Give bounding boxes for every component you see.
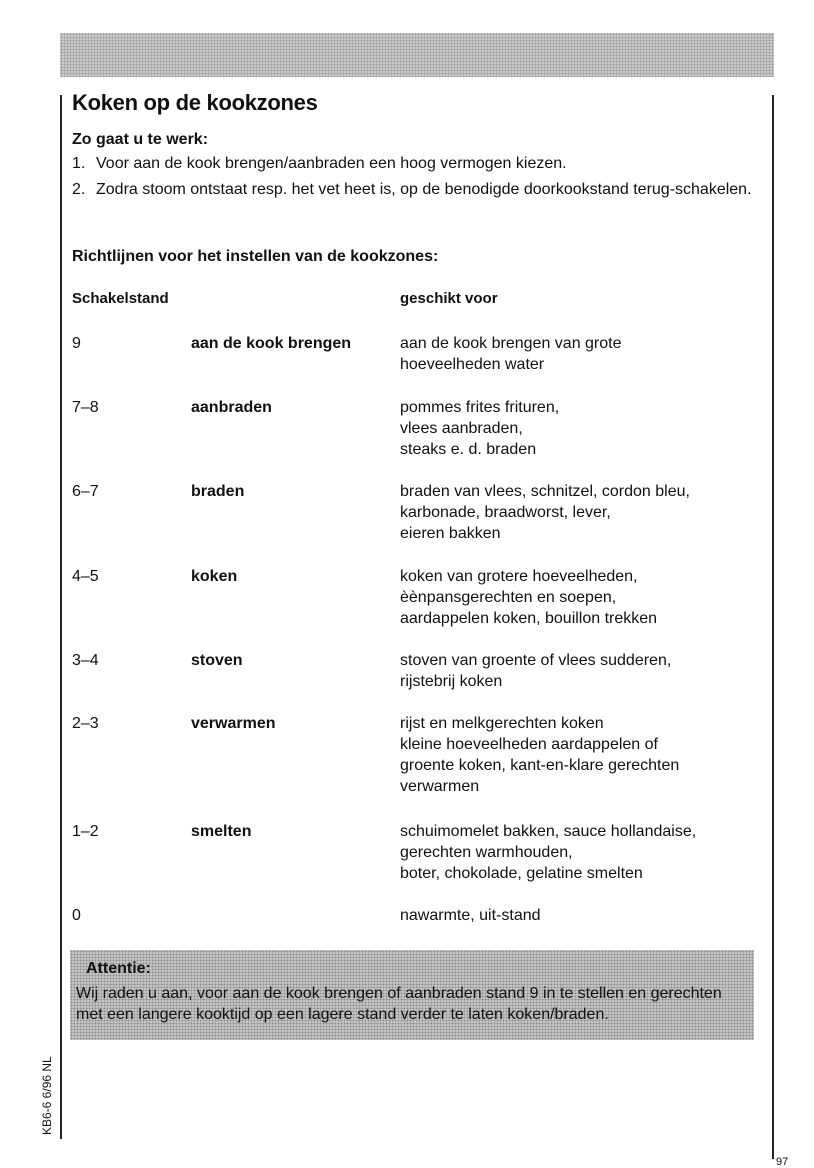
setting-value: 3–4	[72, 652, 99, 669]
setting-description: braden van vlees, schnitzel, cordon bleu, karbonade, braadworst, lever, eieren bakken	[400, 483, 690, 542]
page-number: 97	[776, 1156, 789, 1168]
header-band	[60, 33, 774, 77]
step-number: 2.	[72, 181, 86, 198]
setting-name: verwarmen	[191, 715, 276, 732]
setting-description: stoven van groente of vlees sudderen, rijstebrij koken	[400, 652, 672, 690]
setting-name: koken	[191, 568, 238, 585]
column-header-setting: Schakelstand	[72, 290, 169, 307]
setting-value: 2–3	[72, 715, 99, 732]
guidelines-heading: Richtlijnen voor het instellen van de kookzones:	[72, 248, 439, 265]
setting-description: rijst en melkgerechten koken kleine hoeveelheden aardappelen of groente koken, kant-en-klare gerechten verwarmen	[400, 715, 680, 795]
step-number: 1.	[72, 155, 86, 172]
right-margin-rule	[772, 95, 774, 1159]
setting-description: nawarmte, uit-stand	[400, 907, 541, 924]
setting-description: pommes frites frituren, vlees aanbraden, steaks e. d. braden	[400, 399, 560, 458]
column-header-suitable: geschikt voor	[400, 290, 498, 307]
document-code: KB6-6 6/96 NL	[40, 1056, 54, 1135]
setting-value: 9	[72, 335, 81, 352]
setting-value: 4–5	[72, 568, 99, 585]
setting-value: 0	[72, 907, 81, 924]
page-title: Koken op de kookzones	[72, 90, 318, 115]
list-item	[72, 179, 762, 200]
attention-title: Attentie:	[86, 960, 151, 977]
setting-name: aan de kook brengen	[191, 335, 352, 352]
list-item	[72, 153, 762, 174]
setting-description: koken van grotere hoeveelheden, èènpansgerechten en soepen, aardappelen koken, bouillon trekken	[400, 568, 658, 627]
setting-name: aanbraden	[191, 399, 272, 416]
setting-name: stoven	[191, 652, 243, 669]
setting-description: schuimomelet bakken, sauce hollandaise, gerechten warmhouden, boter, chokolade, gelatine smelten	[400, 823, 697, 882]
instruction-list	[72, 153, 762, 205]
instructions-heading: Zo gaat u te werk:	[72, 131, 209, 148]
setting-value: 7–8	[72, 399, 99, 416]
left-margin-rule	[60, 95, 62, 1139]
setting-name: braden	[191, 483, 245, 500]
setting-value: 6–7	[72, 483, 99, 500]
attention-text: Wij raden u aan, voor aan de kook brengen of aanbraden stand 9 in te stellen en gerechten met een langere kooktijd op een lagere stand verder te laten koken/braden.	[76, 985, 722, 1023]
attention-box	[70, 950, 754, 1040]
setting-description: aan de kook brengen van grote hoeveelheden water	[400, 335, 622, 373]
step-text: Voor aan de kook brengen/aanbraden een hoog vermogen kiezen.	[96, 155, 567, 172]
setting-name: smelten	[191, 823, 252, 840]
setting-value: 1–2	[72, 823, 99, 840]
step-text: Zodra stoom ontstaat resp. het vet heet is, op de benodigde doorkookstand terug-schakelen.	[96, 181, 752, 198]
